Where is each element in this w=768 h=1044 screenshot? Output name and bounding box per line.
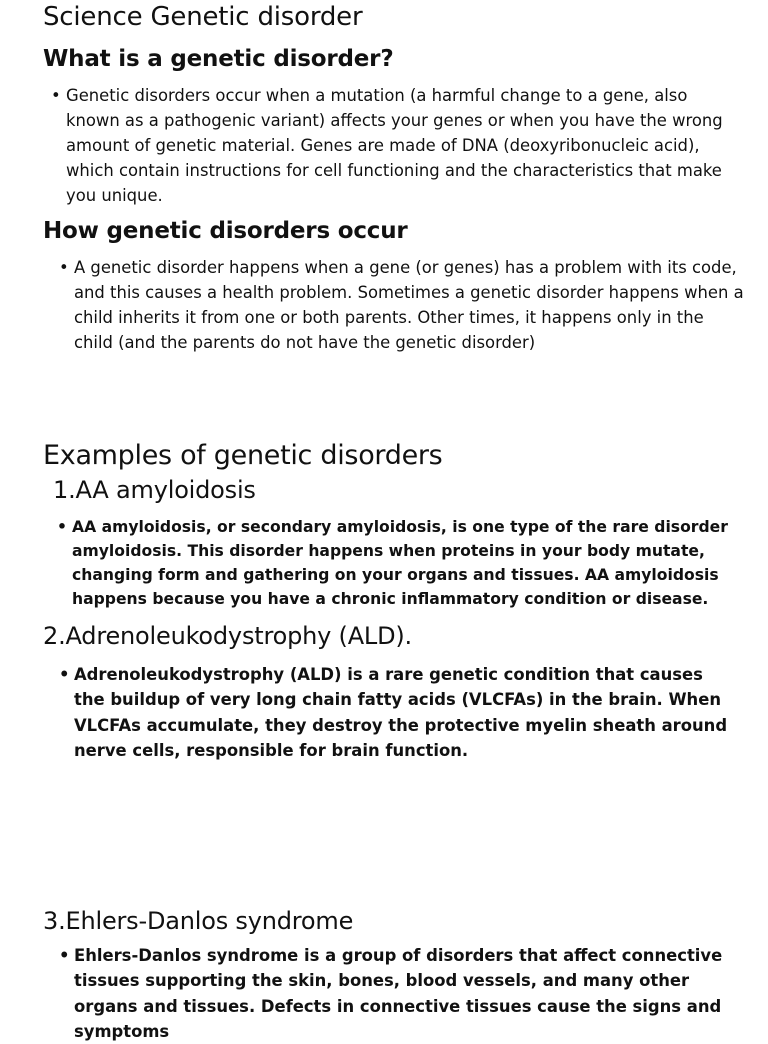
section-heading-how-occur: How genetic disorders occur — [43, 218, 408, 244]
bullet: • — [59, 258, 69, 277]
bullet: • — [59, 665, 70, 684]
section-paragraph-what-is: Genetic disorders occur when a mutation (a harmful change to a gene, also known as a pathogenic variant) affects your genes or when you have the wrong amount of genetic material. Genes are made of DNA (deoxyribonucleic acid), which contain instructions for cell functioning and the characteristics that make you unique. — [66, 86, 723, 205]
section-heading-what-is: What is a genetic disorder? — [43, 46, 394, 72]
list-item — [59, 943, 738, 1044]
example-list-ald — [59, 662, 738, 763]
example-list-aa-amyloidosis — [57, 515, 732, 611]
section-list-how-occur — [59, 255, 746, 355]
example-paragraph-aa-amyloidosis: AA amyloidosis, or secondary amyloidosis, is one type of the rare disorder amyloidosis. This disorder happens when proteins in your body mutate, changing form and gathering on your organs and tissues. AA amyloidosis happens because you have a chronic inflammatory condition or disease. — [72, 518, 728, 608]
example-paragraph-ald: Adrenoleukodystrophy (ALD) is a rare genetic condition that causes the buildup of very long chain fatty acids (VLCFAs) in the brain. When VLCFAs accumulate, they destroy the protective myelin sheath around nerve cells, responsible for brain function. — [74, 665, 728, 760]
list-item — [59, 255, 746, 355]
example-heading-ald: 2.Adrenoleukodystrophy (ALD). — [43, 622, 412, 650]
example-heading-aa-amyloidosis: 1.AA amyloidosis — [53, 476, 256, 504]
document-title: Science Genetic disorder — [43, 2, 363, 32]
bullet: • — [59, 946, 70, 965]
list-item — [57, 515, 732, 611]
list-item — [59, 662, 738, 763]
list-item — [51, 83, 738, 208]
example-list-ehlers-danlos — [59, 943, 738, 1044]
bullet: • — [57, 518, 67, 536]
bullet: • — [51, 86, 61, 105]
section-list-what-is — [51, 83, 738, 208]
examples-heading: Examples of genetic disorders — [43, 440, 443, 471]
example-heading-ehlers-danlos: 3.Ehlers-Danlos syndrome — [43, 907, 354, 935]
section-paragraph-how-occur: A genetic disorder happens when a gene (or genes) has a problem with its code, and this causes a health problem. Sometimes a genetic disorder happens when a child inherits it from one or both parents. Other times, it happens only in the child (and the parents do not have the genetic disorder) — [74, 258, 744, 352]
example-paragraph-ehlers-danlos: Ehlers-Danlos syndrome is a group of disorders that affect connective tissues supporting the skin, bones, blood vessels, and many other organs and tissues. Defects in connective tissues cause the signs and symptoms — [74, 946, 723, 1041]
